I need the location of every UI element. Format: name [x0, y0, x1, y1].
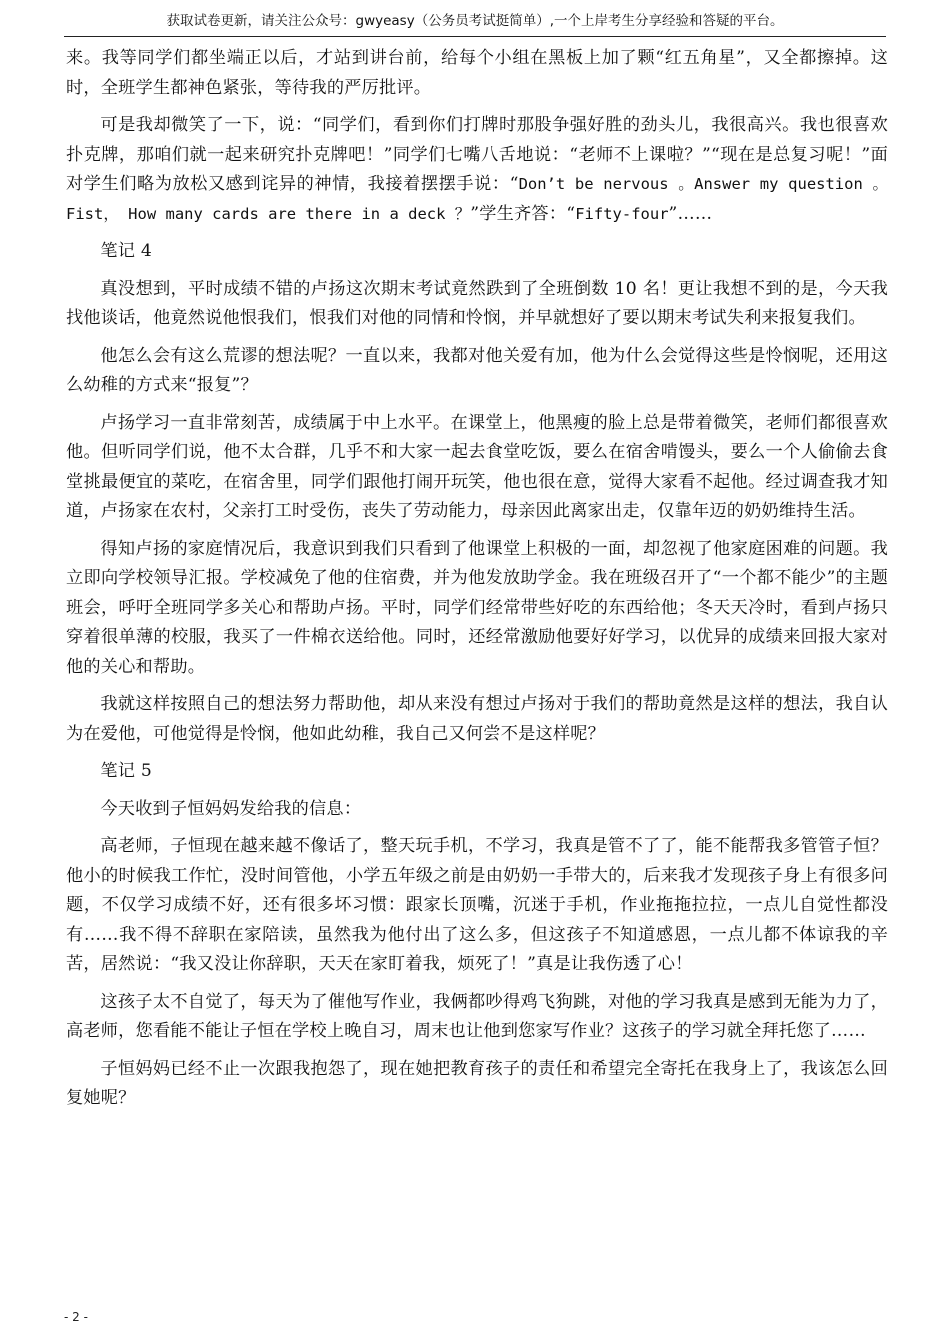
page-header: 获取试卷更新，请关注公众号：gwyeasy（公务员考试挺简单）,一个上岸考生分享经验和答疑的平台。 — [166, 13, 784, 29]
section-heading-note-4: 笔记 4 — [100, 241, 152, 261]
paragraph: 得知卢扬的家庭情况后，我意识到我们只看到了他课堂上积极的一面，却忽视了他家庭困难的问题。我立即向学校领导汇报。学校减免了他的住宿费，并为他发放助学金。我在班级召开了“一个都不能少”的主题班会，呼吁全班同学多关心和帮助卢扬。平时，同学们经常带些好吃的东西给他；冬天天冷时，看到卢扬只穿着很单薄的校服，我买了一件棉衣送给他。同时，还经常激励他要好好学习，以优异的成绩来回报大家对他的关心和帮助。 — [66, 538, 888, 677]
page-number: - 2 - — [64, 1310, 88, 1324]
paragraph — [66, 111, 888, 229]
paragraph-text: ”…… — [668, 203, 713, 224]
english-question-text: Don’t be nervous 。Answer my question 。Fist， How many cards are there in a deck ？ — [66, 175, 888, 223]
paragraph: 他怎么会有这么荒谬的想法呢？一直以来，我都对他关爱有加，他为什么会觉得这些是怜悯呢，还用这么幼稚的方式来“报复”？ — [66, 345, 888, 395]
paragraph: 卢扬学习一直非常刻苦，成绩属于中上水平。在课堂上，他黑瘦的脸上总是带着微笑，老师们都很喜欢他。但听同学们说，他不太合群，几乎不和大家一起去食堂吃饭，要么在宿舍啃馒头，要么一个人偷偷去食堂挑最便宜的菜吃，在宿舍里，同学们跟他打闹开玩笑，他也很在意，觉得大家看不起他。经过调查我才知道，卢扬家在农村，父亲打工时受伤，丧失了劳动能力，母亲因此离家出走，仅靠年迈的奶奶维持生活。 — [66, 412, 888, 521]
english-answer-text: Fifty-four — [575, 204, 669, 223]
paragraph: 我就这样按照自己的想法努力帮助他，却从来没有想过卢扬对于我们的帮助竟然是这样的想法，我自认为在爱他，可他觉得是怜悯，他如此幼稚，我自己又何尝不是这样呢？ — [66, 694, 888, 744]
paragraph: 真没想到，平时成绩不错的卢扬这次期末考试竟然跌到了全班倒数 10 名！更让我想不到的是，今天我找他谈话，他竟然说他恨我们，恨我们对他的同情和怜悯，并早就想好了要以期末考试失利来报复我们。 — [66, 278, 888, 328]
paragraph-text: ”学生齐答：“ — [470, 203, 576, 224]
paragraph: 这孩子太不自觉了，每天为了催他写作业，我俩都吵得鸡飞狗跳，对他的学习我真是感到无能为力了，高老师，您看能不能让子恒在学校上晚自习，周末也让他到您家写作业？这孩子的学习就全拜托您了…… — [66, 991, 888, 1041]
paragraph: 子恒妈妈已经不止一次跟我抱怨了，现在她把教育孩子的责任和希望完全寄托在我身上了，我该怎么回复她呢？ — [66, 1058, 888, 1108]
paragraph-text: 可是我却微笑了一下，说：“同学们，看到你们打牌时那股争强好胜的劲头儿，我很高兴。我也很喜欢扑克牌，那咱们就一起来研究扑克牌吧！”同学们七嘴八舌地说：“老师不上课啦？”“现在是总复习呢！”面对学生们略为放松又感到诧异的神情，我接着摆摆手说：“ — [66, 115, 888, 194]
header-divider — [64, 36, 886, 37]
document-body — [66, 44, 888, 1122]
section-heading-note-5: 笔记 5 — [100, 761, 152, 781]
paragraph-continuation: 来。我等同学们都坐端正以后，才站到讲台前，给每个小组在黑板上加了颗“红五角星”，又全都擦掉。这时，全班学生都神色紧张，等待我的严厉批评。 — [66, 48, 888, 98]
paragraph: 高老师，子恒现在越来越不像话了，整天玩手机，不学习，我真是管不了了，能不能帮我多管管子恒？他小的时候我工作忙，没时间管他，小学五年级之前是由奶奶一手带大的，后来我才发现孩子身上有很多问题，不仅学习成绩不好，还有很多坏习惯：跟家长顶嘴，沉迷于手机，作业拖拖拉拉，一点儿自觉性都没有……我不得不辞职在家陪读，虽然我为他付出了这么多，但这孩子不知道感恩，一点儿都不体谅我的辛苦，居然说：“我又没让你辞职，天天在家盯着我，烦死了！”真是让我伤透了心！ — [66, 836, 888, 974]
paragraph: 今天收到子恒妈妈发给我的信息： — [100, 798, 362, 819]
